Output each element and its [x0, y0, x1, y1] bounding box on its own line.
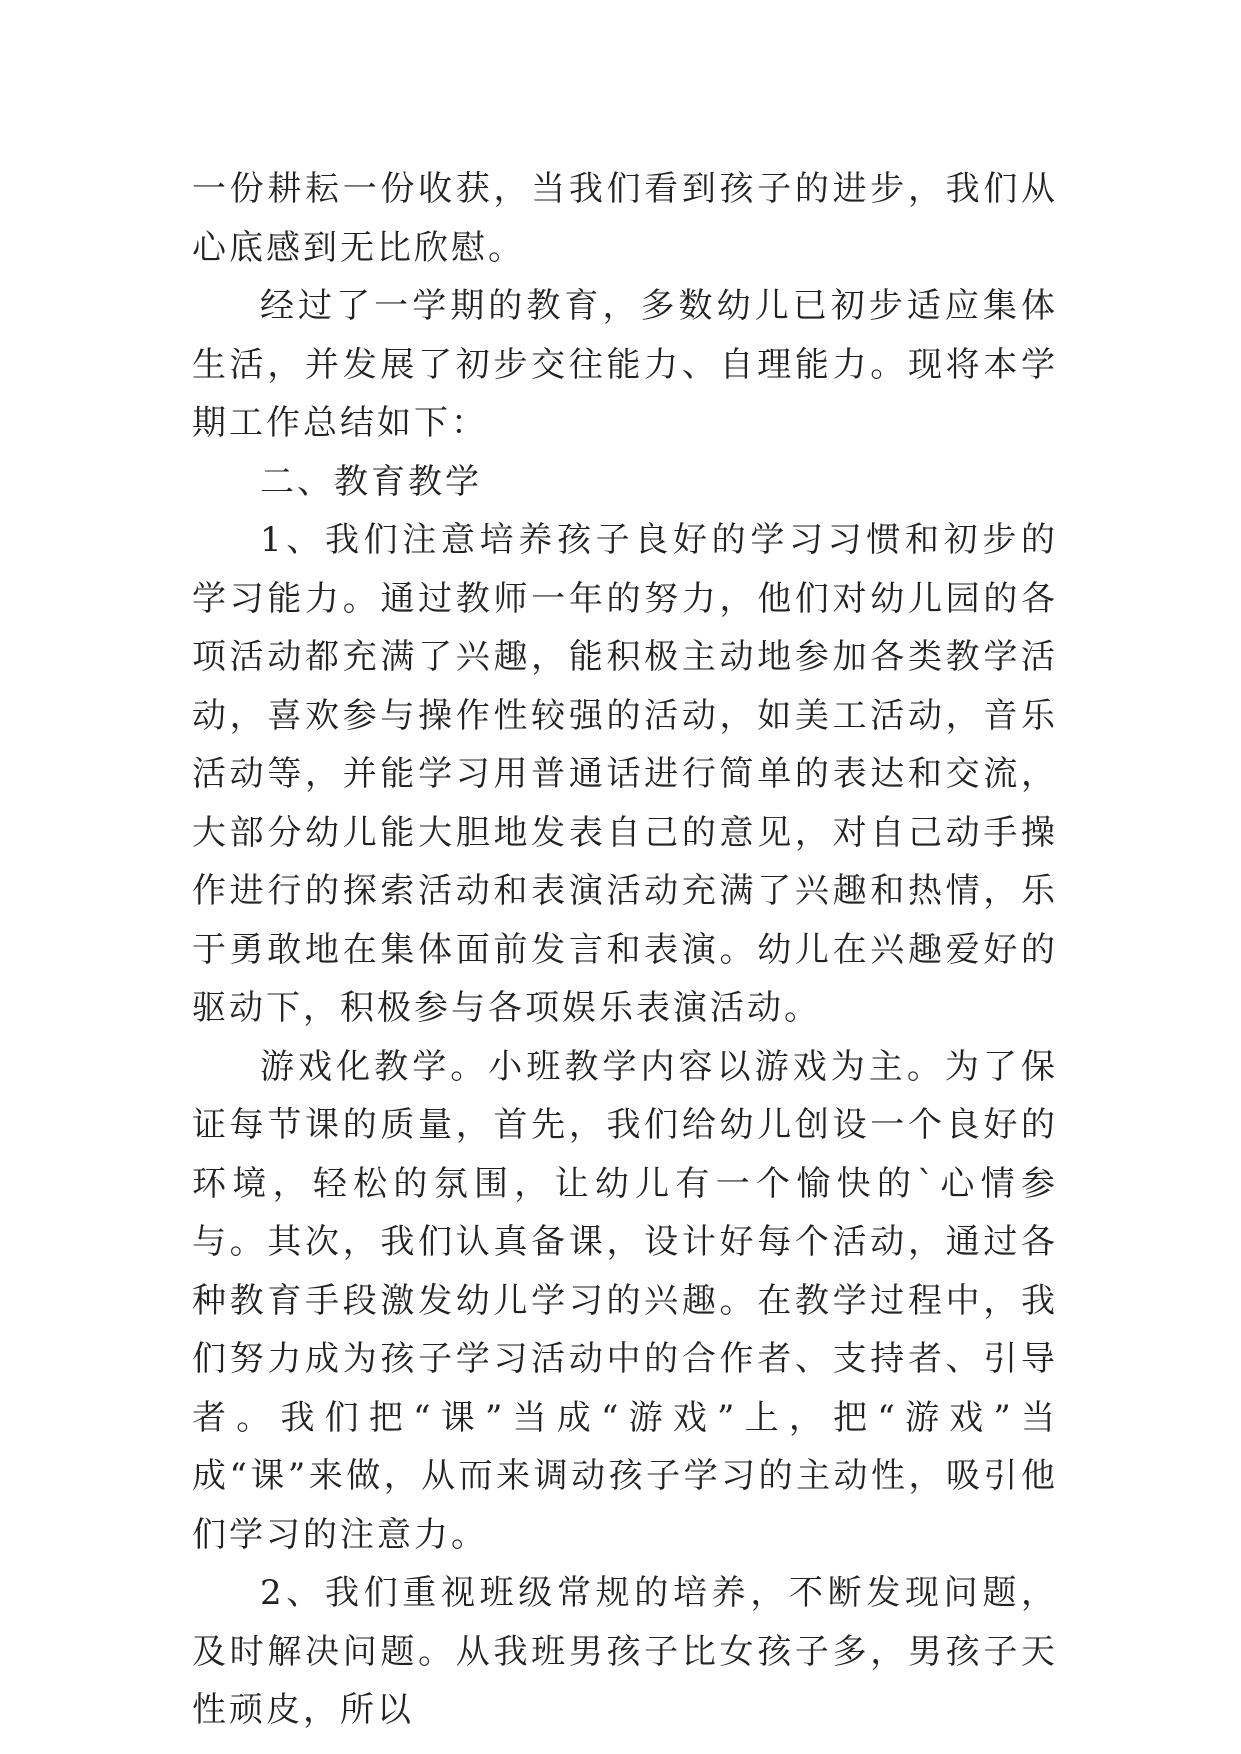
paragraph-learning-habits: 1、我们注意培养孩子良好的学习习惯和初步的学习能力。通过教师一年的努力，他们对幼儿园的各项活动都充满了兴趣，能积极主动地参加各类教学活动，喜欢参与操作性较强的活动，如美工活动，音乐活动等，并能学习用普通话进行简单的表达和交流，大部分幼儿能大胆地发表自己的意见，对自己动手操作进行的探索活动和表演活动充满了兴趣和热情，乐于勇敢地在集体面前发言和表演。幼儿在兴趣爱好的驱动下，积极参与各项娱乐表演活动。 [192, 520, 1058, 1028]
paragraph-game-teaching: 游戏化教学。小班教学内容以游戏为主。为了保证每节课的质量，首先，我们给幼儿创设一个良好的环境，轻松的氛围，让幼儿有一个愉快的`心情参与。其次，我们认真备课，设计好每个活动，通过各种教育手段激发幼儿学习的兴趣。在教学过程中，我们努力成为孩子学习活动中的合作者、支持者、引导者。我们把“课”当成“游戏”上，把“游戏”当成“课”来做，从而来调动孩子学习的主动性，吸引他们学习的注意力。 [192, 1046, 1058, 1555]
paragraph-class-routine: 2、我们重视班级常规的培养，不断发现问题，及时解决问题。从我班男孩子比女孩子多，男孩子天性顽皮，所以 [192, 1573, 1058, 1730]
paragraph-semester-summary: 经过了一学期的教育，多数幼儿已初步适应集体生活，并发展了初步交往能力、自理能力。现将本学期工作总结如下： [192, 286, 1058, 443]
section-heading-education: 二、教育教学 [260, 461, 482, 502]
document-body [192, 160, 1058, 1740]
paragraph-harvest: 一份耕耘一份收获，当我们看到孩子的进步，我们从心底感到无比欣慰。 [192, 169, 1058, 268]
